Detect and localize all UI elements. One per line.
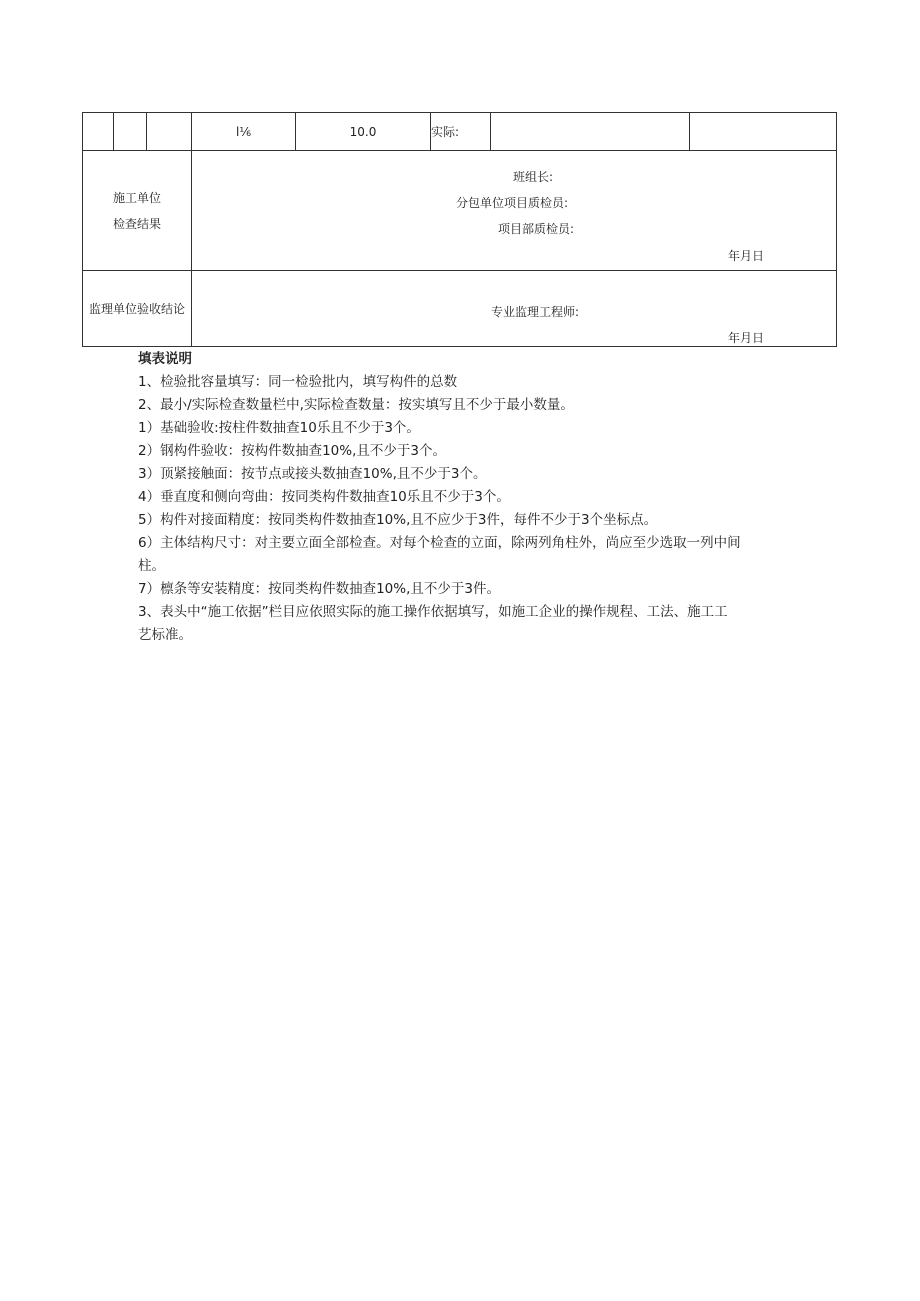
notes-title: 填表说明 — [138, 351, 192, 367]
supervision-signature-cell[interactable] — [192, 271, 837, 347]
empty-cell[interactable] — [147, 113, 192, 151]
construction-label-line1: 施工单位 — [112, 190, 161, 205]
subcontract-inspector-label: 分包单位项目质检员: — [456, 196, 569, 210]
construction-date-label: 年月日 — [728, 249, 765, 263]
actual-label-cell: 实际: — [431, 113, 491, 151]
construction-signature-cell[interactable] — [192, 151, 837, 271]
supervision-label-cell: 监理单位验收结论 — [83, 271, 192, 347]
project-inspector-label: 项目部质检员: — [498, 222, 575, 236]
fill-instructions — [138, 348, 828, 647]
notes-line: 3）顶紧接触面：按节点或接头数抽查10%,且不少于3个。 — [138, 466, 487, 482]
notes-line: 2、最小/实际检查数量栏中,实际检查数量：按实填写且不少于最小数量。 — [138, 397, 574, 413]
unit-cell: l⅙ — [192, 113, 296, 151]
actual-value-cell[interactable] — [491, 113, 690, 151]
notes-line: 艺标准。 — [138, 627, 192, 643]
construction-label-line2: 检查结果 — [112, 216, 161, 231]
supervision-engineer-label: 专业监理工程师: — [491, 305, 580, 319]
table-row — [83, 151, 837, 271]
table-row — [83, 271, 837, 347]
notes-line: 4）垂直度和侧向弯曲：按同类构件数抽查10乐且不少于3个。 — [138, 489, 510, 505]
result-cell[interactable] — [690, 113, 837, 151]
empty-cell[interactable] — [83, 113, 114, 151]
notes-line: 7）檩条等安装精度：按同类构件数抽查10%,且不少于3件。 — [138, 581, 500, 597]
notes-line: 6）主体结构尺寸：对主要立面全部检查。对每个检查的立面，除两列角柱外，尚应至少选取一列中间 — [138, 535, 741, 551]
notes-line: 1）基础验收:按柱件数抽查10乐且不少于3个。 — [138, 420, 420, 436]
supervision-date-label: 年月日 — [728, 331, 765, 345]
value-cell: 10.0 — [296, 113, 431, 151]
notes-line: 5）构件对接面精度：按同类构件数抽查10%,且不应少于3件，每件不少于3个坐标点。 — [138, 512, 658, 528]
construction-label-cell — [83, 151, 192, 271]
inspection-form-table — [82, 112, 837, 347]
notes-line: 3、表头中“施工依据”栏目应依照实际的施工操作依据填写，如施工企业的操作规程、工法、施工工 — [138, 604, 728, 620]
team-leader-label: 班组长: — [513, 170, 554, 184]
notes-line: 柱。 — [138, 558, 165, 574]
notes-line: 2）钢构件验收：按构件数抽查10%,且不少于3个。 — [138, 443, 446, 459]
notes-line: 1、检验批容量填写：同一检验批内，填写构件的总数 — [138, 374, 458, 390]
empty-cell[interactable] — [114, 113, 147, 151]
table-row — [83, 113, 837, 151]
